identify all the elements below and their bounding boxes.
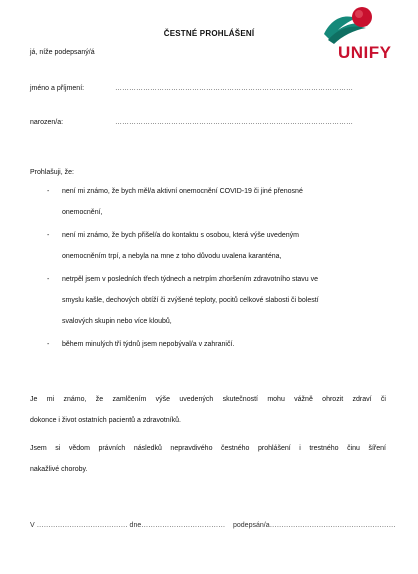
bullet-dash: - bbox=[47, 232, 50, 239]
born-label: narozen/a: bbox=[30, 119, 64, 126]
signature-line[interactable]: podepsán/a……………………………………………… bbox=[233, 522, 396, 529]
paragraph-1-line-1: Je mi známo, že zamlčením výše uvedených skutečností mohu vážně ohrozit zdraví či bbox=[30, 396, 386, 403]
document-title: ČESTNÉ PROHLÁŠENÍ bbox=[163, 29, 255, 38]
bullet-2-line-1: není mi známo, že bych přišel/a do kontaktu s osobou, která výše uvedeným bbox=[62, 232, 299, 239]
logo-text: UNIFY bbox=[338, 43, 392, 62]
name-field-dots[interactable]: ………………………………………………………………………………………… bbox=[115, 85, 353, 92]
bullet-dash: - bbox=[47, 276, 50, 283]
bullet-dash: - bbox=[47, 341, 50, 348]
bullet-2-line-2: onemocněním trpí, a nebyla na mne z toho důvodu uvalena karanténa, bbox=[62, 253, 282, 260]
paragraph-1-line-2: dokonce i život ostatních pacientů a zdravotníků. bbox=[30, 417, 181, 424]
paragraph-2-line-2: nakažlivé choroby. bbox=[30, 466, 88, 473]
bullet-1-line-1: není mi známo, že bych měl/a aktivní onemocnění COVID-19 či jiné přenosné bbox=[62, 188, 303, 195]
bullet-dash: - bbox=[47, 188, 50, 195]
intro-text: já, níže podepsaný/á bbox=[30, 49, 95, 56]
bullet-1-line-2: onemocnění, bbox=[62, 209, 103, 216]
bullet-3-line-1: netrpěl jsem v posledních třech týdnech a netrpím zhoršením zdravotního stavu ve bbox=[62, 276, 319, 283]
born-field-dots[interactable]: ………………………………………………………………………………………… bbox=[115, 119, 353, 126]
bullet-3-line-3: svalových skupin nebo více kloubů, bbox=[62, 318, 172, 325]
declare-heading: Prohlašuji, že: bbox=[30, 169, 74, 176]
place-date-line[interactable]: V ………………………………… dne……………………………… bbox=[30, 522, 226, 529]
bullet-4-line-1: během minulých tří týdnů jsem nepobýval/a v zahraničí. bbox=[62, 341, 235, 348]
paragraph-2-line-1: Jsem si vědom právních následků nepravdivého čestného prohlášení i trestného činu šíření bbox=[30, 445, 386, 452]
name-label: jméno a příjmení: bbox=[30, 85, 85, 92]
bullet-3-line-2: smyslu kašle, dechových obtíží či zvýšené teploty, pocitů celkové slabosti či bolestí bbox=[62, 297, 319, 304]
